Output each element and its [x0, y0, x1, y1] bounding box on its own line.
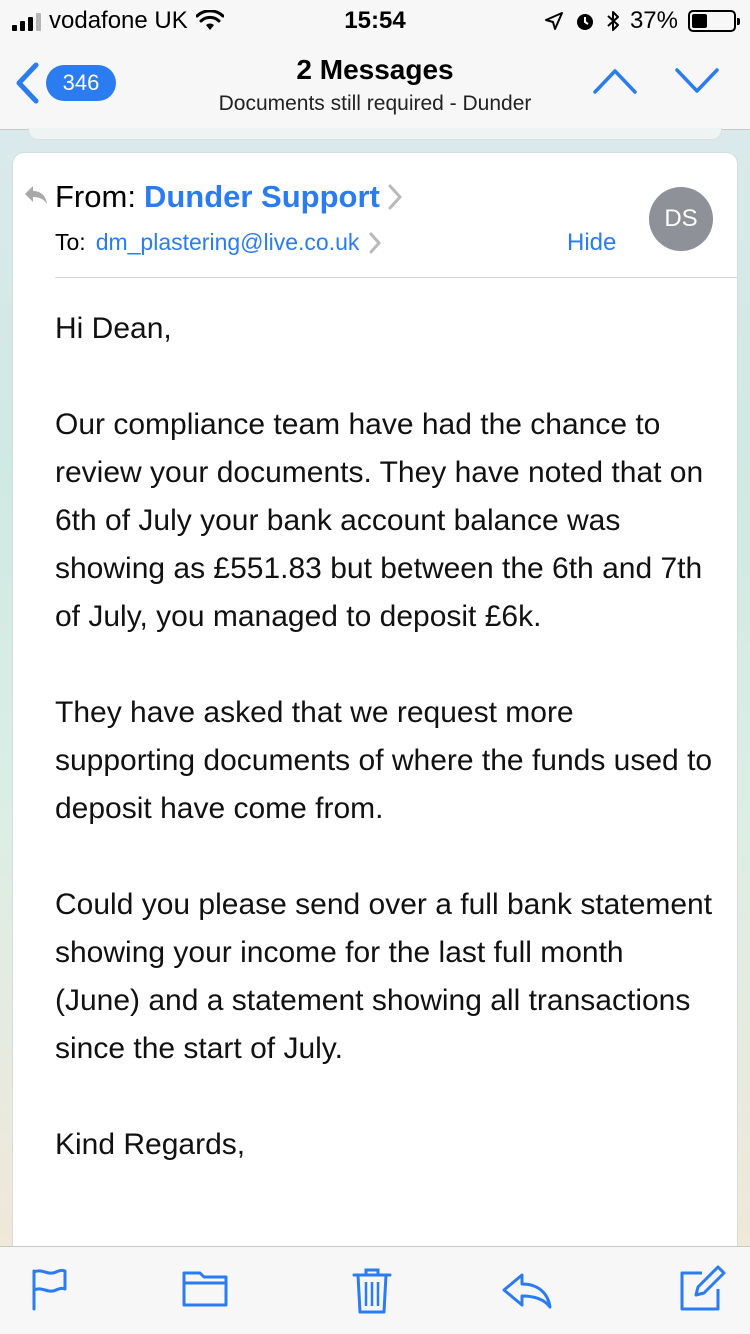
from-line [55, 179, 402, 215]
reply-icon[interactable] [500, 1271, 554, 1311]
trash-icon[interactable] [352, 1267, 392, 1315]
to-line [55, 229, 381, 256]
sender-name[interactable]: Dunder Support [143, 179, 380, 214]
hide-details-link[interactable]: Hide [567, 229, 617, 256]
replied-icon [23, 183, 49, 207]
message-body [55, 305, 715, 1217]
recipient-address[interactable]: dm_plastering@live.co.uk [95, 229, 360, 255]
status-time: 15:54 [344, 7, 406, 34]
body-paragraph: Kind Regards, [55, 1128, 246, 1161]
folder-icon[interactable] [182, 1267, 228, 1307]
alarm-icon [574, 10, 596, 32]
thread-subject: Documents still required - Dunder [218, 92, 532, 115]
header-divider [55, 277, 737, 278]
from-label: From: [55, 179, 136, 214]
status-bar [0, 0, 750, 40]
body-paragraph: Could you please send over a full bank statement showing your income for the last full month (June) and a statement showing all transactions since the start of July. [55, 888, 713, 1065]
chevron-right-icon [388, 184, 402, 210]
message-card [12, 152, 738, 1252]
body-paragraph: Hi Dean, [55, 312, 172, 345]
chevron-right-icon [369, 232, 381, 254]
status-right [544, 7, 736, 35]
flag-icon[interactable] [30, 1267, 70, 1311]
thread-title: 2 Messages [296, 54, 454, 85]
location-icon [544, 11, 564, 31]
message-nav [592, 66, 720, 96]
bottom-toolbar [0, 1246, 750, 1334]
bluetooth-icon [606, 10, 620, 32]
body-paragraph: They have asked that we request more supporting documents of where the funds used to deposit have come from. [55, 696, 713, 825]
nav-bar [0, 40, 750, 130]
unread-count-badge: 346 [46, 65, 116, 101]
battery-icon [688, 10, 736, 32]
body-paragraph: Our compliance team have had the chance to review your documents. They have noted that on 6th of July your bank account balance was showing as £551.83 but between the 6th and 7th of July, you managed to deposit £6k. [55, 408, 704, 633]
carrier-label: vodafone UK [49, 7, 188, 34]
previous-message-edge[interactable] [28, 128, 722, 140]
next-message-icon[interactable] [674, 66, 720, 96]
battery-percent: 37% [629, 7, 678, 34]
compose-icon[interactable] [678, 1265, 726, 1313]
sender-avatar[interactable]: DS [649, 187, 713, 251]
message-header [13, 153, 737, 277]
to-label: To: [55, 229, 86, 255]
previous-message-icon[interactable] [592, 66, 638, 96]
